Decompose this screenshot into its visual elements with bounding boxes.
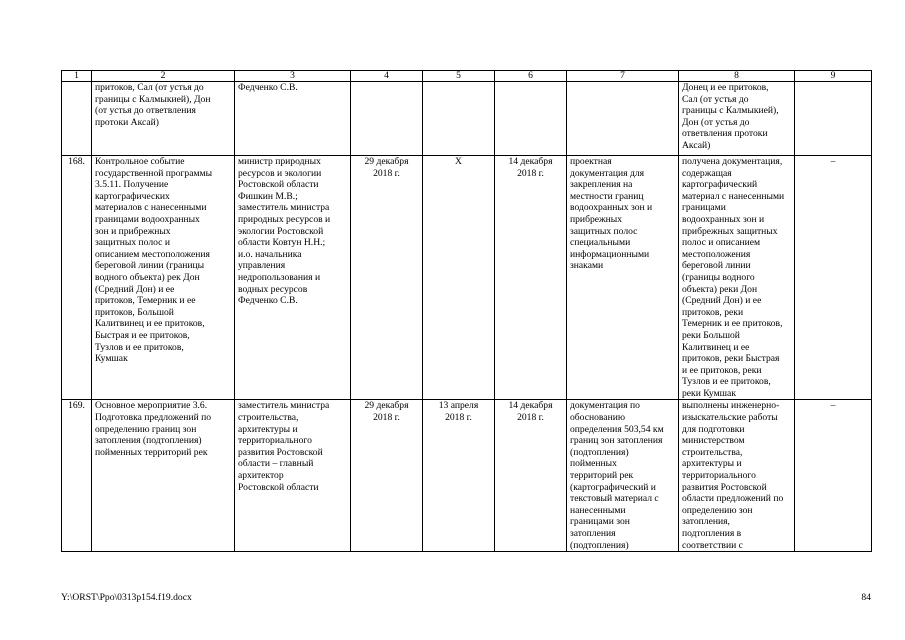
page-number: 84 (861, 592, 871, 603)
table-row (62, 82, 872, 156)
header-cell: 6 (495, 71, 567, 82)
header-cell: 1 (62, 71, 92, 82)
plan-date (351, 82, 423, 156)
result-plan: документация по обоснованию определения 503,54 км границ зон затопления (подтопления) пойменных территорий рек (картографический и текстовый материал с нанесенными границами зон затопления (подтопления) (567, 400, 679, 552)
row-number: 168. (62, 156, 92, 400)
note (795, 82, 872, 156)
event-name: Контрольное событие государственной программы 3.5.11. Получение картографических материалов с нанесенными границами водоохранных зон и прибрежных защитных полос и описанием местоположения береговой линии (границы водного объекта) рек Дон (Средний Дон) и ее притоков, Темерник и ее притоков, Большой Калитвинец и ее притоков, Быстрая и ее притоков, Тузлов и ее притоков, Кумшак (92, 156, 235, 400)
result-fact: Донец и ее притоков, Сал (от устья до границы с Калмыкией), Дон (от устья до ответвления протоки Аксай) (679, 82, 795, 156)
responsible: министр природных ресурсов и экологии Ростовской области Фишкин М.В.; заместитель министра природных ресурсов и экологии Ростовской области Ковтун Н.Н.; и.о. начальника управления недропользования и водных ресурсов Федченко С.В. (235, 156, 351, 400)
header-cell: 7 (567, 71, 679, 82)
header-cell: 3 (235, 71, 351, 82)
responsible: заместитель министра строительства, архитектуры и территориального развития Ростовской области – главный архитектор Ростовской области (235, 400, 351, 552)
document-table (61, 70, 872, 552)
file-path: Y:\ORST\Ppo\0313p154.f19.docx (61, 592, 192, 603)
start-date (423, 82, 495, 156)
header-cell: 2 (92, 71, 235, 82)
result-plan (567, 82, 679, 156)
row-number: 169. (62, 400, 92, 552)
row-number (62, 82, 92, 156)
result-fact: получена документация, содержащая картографический материал с нанесенными границами водоохранных зон и прибрежных защитных полос и описанием местоположения береговой линии (границы водного объекта) реки Дон (Средний Дон) и ее притоков, реки Темерник и ее притоков, реки Большой Калитвинец и ее притоков, реки Быстрая и ее притоков, реки Тузлов и ее притоков, реки Кумшак (679, 156, 795, 400)
plan-date: 29 декабря 2018 г. (351, 400, 423, 552)
header-cell: 8 (679, 71, 795, 82)
fact-date (495, 82, 567, 156)
result-plan: проектная документация для закрепления на местности границ водоохранных зон и прибрежных защитных полос специальными информационными знаками (567, 156, 679, 400)
note: – (795, 400, 872, 552)
start-date: 13 апреля 2018 г. (423, 400, 495, 552)
start-date: Х (423, 156, 495, 400)
fact-date: 14 декабря 2018 г. (495, 400, 567, 552)
event-name: притоков, Сал (от устья до границы с Калмыкией), Дон (от устья до ответвления протоки Аксай) (92, 82, 235, 156)
note: – (795, 156, 872, 400)
header-row (62, 71, 872, 82)
responsible: Федченко С.В. (235, 82, 351, 156)
table-row (62, 156, 872, 400)
event-name: Основное мероприятие 3.6. Подготовка предложений по определению границ зон затопления (подтопления) пойменных территорий рек (92, 400, 235, 552)
result-fact: выполнены инженерно- изыскательские работы для подготовки министерством строительства, архитектуры и территориального развития Ростовской области предложений по определению зон затопления, подтопления в соответствии с (679, 400, 795, 552)
header-cell: 4 (351, 71, 423, 82)
header-cell: 9 (795, 71, 872, 82)
header-cell: 5 (423, 71, 495, 82)
fact-date: 14 декабря 2018 г. (495, 156, 567, 400)
table-row (62, 400, 872, 552)
plan-date: 29 декабря 2018 г. (351, 156, 423, 400)
